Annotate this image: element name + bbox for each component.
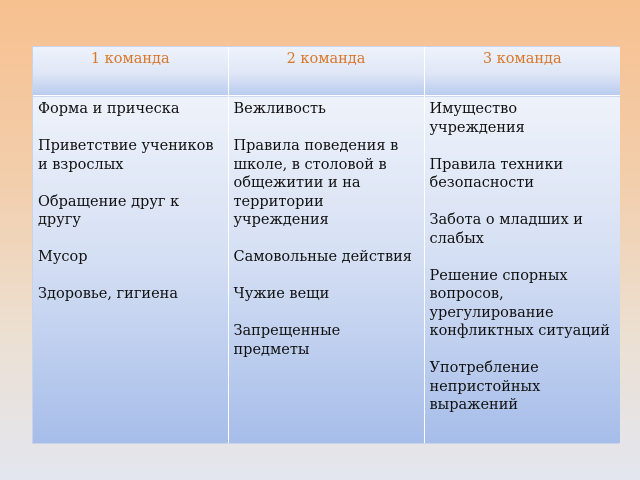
list-item: Решение спорных вопросов, урегулирование конфликтных ситуаций: [429, 267, 610, 339]
rules-table-container: [32, 46, 619, 444]
content-row: [33, 96, 620, 444]
header-team-3: 3 команда: [424, 47, 620, 96]
list-item: Правила техники безопасности: [429, 156, 564, 191]
list-item: Приветствие учеников и взрослых: [38, 138, 214, 173]
list-item: Форма и прическа: [38, 101, 180, 117]
header-team-1: 1 команда: [33, 47, 228, 96]
list-item: Самовольные действия: [233, 249, 412, 265]
list-item: Здоровье, гигиена: [38, 286, 178, 302]
list-item: Правила поведения в школе, в столовой в общежитии и на территории учреждения: [233, 138, 399, 228]
header-row: [33, 47, 620, 96]
header-team-2: 2 команда: [228, 47, 424, 96]
team-1-cell: [33, 96, 228, 444]
list-item: Запрещенные предметы: [233, 323, 341, 358]
list-item: Употребление непристойных выражений: [429, 360, 541, 413]
rules-table: [33, 47, 620, 443]
list-item: Обращение друг к другу: [38, 193, 180, 228]
team-3-cell: [424, 96, 620, 444]
list-item: Вежливость: [233, 101, 326, 117]
list-item: Мусор: [38, 249, 88, 265]
list-item: Забота о младших и слабых: [429, 212, 583, 247]
list-item: Чужие вещи: [233, 286, 330, 302]
list-item: Имущество учреждения: [429, 101, 525, 136]
team-2-cell: [228, 96, 424, 444]
